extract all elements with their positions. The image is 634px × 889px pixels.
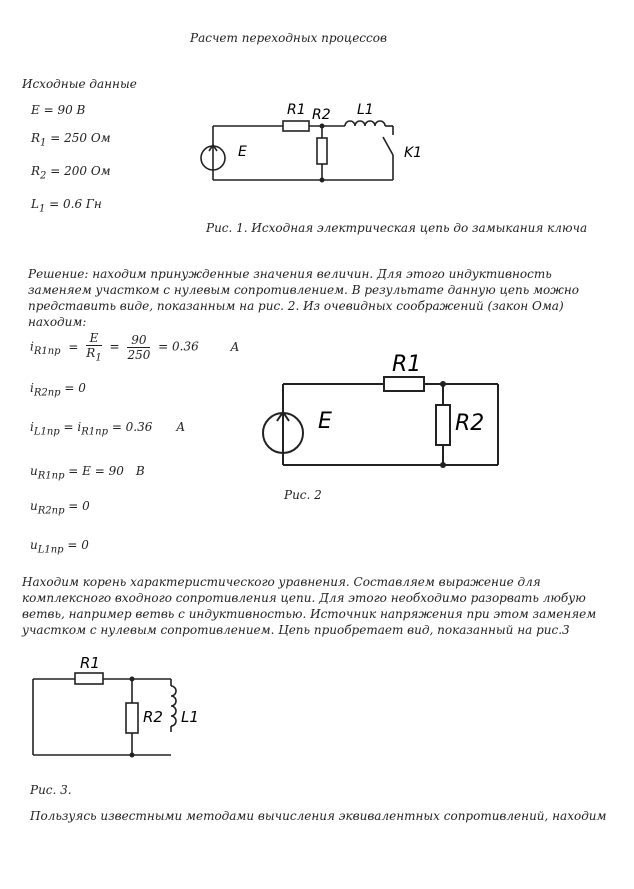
fig3-label-L1: L1 — [181, 708, 199, 726]
fig1-k1-switch — [383, 137, 393, 155]
given-L1: $L_1 = 0.6$ Гн — [31, 197, 102, 215]
fig2-caption: Рис. 2 — [284, 488, 322, 502]
fig1-label-R1: R1 — [287, 102, 306, 118]
fig1-circuit — [201, 121, 393, 180]
fig3-r2-resistor — [126, 703, 138, 733]
given-R1: $R_1 = 250$ Ом — [31, 131, 111, 149]
fig3-r1-resistor — [75, 673, 103, 684]
given-heading: Исходные данные — [22, 77, 137, 91]
given-E: E = 90 B — [31, 103, 86, 117]
eq-u-R2: $u_{R2пр} = 0$ — [30, 499, 90, 517]
fig2-label-R2: R2 — [455, 411, 485, 436]
fig1-r2-resistor — [317, 138, 327, 164]
fig1-label-R2: R2 — [312, 107, 331, 123]
fig1-label-K1: K1 — [404, 145, 423, 161]
eq-i-L1: $i_{L1пр} = i_{R1пр} = 0.36$ A — [30, 420, 186, 438]
solution-paragraph: Решение: находим принужденные значения величин. Для этого индуктивность заменяем участком с нулевым сопротивлением. В результате данную цепь можно представить виде, показанным на рис. 2. Из очевидных соображений (закон Ома) находим: — [28, 267, 580, 329]
fig3-label-R2: R2 — [143, 708, 163, 726]
fig3-l1-inductor — [171, 686, 176, 726]
fig2-r1-resistor — [384, 377, 424, 391]
given-R2: $R_2 = 200$ Ом — [31, 164, 111, 182]
final-paragraph: Пользуясь известными методами вычисления эквивалентных сопротивлений, находим — [30, 809, 607, 823]
fig1-r1-resistor — [283, 121, 309, 131]
page-title: Расчет переходных процессов — [190, 31, 387, 45]
eq-i-R2: $i_{R2пр} = 0$ — [30, 381, 86, 399]
fig1-label-E: E — [238, 144, 247, 160]
fig3-label-R1: R1 — [80, 654, 100, 672]
fig2-label-R1: R1 — [392, 352, 422, 377]
fig2-r2-resistor — [436, 405, 450, 445]
fig3-caption: Рис. 3. — [30, 783, 72, 797]
fig1-l1-inductor — [345, 121, 385, 126]
eq-i-R1: $i_{R1пр}$ = $\frac{E}{R_1}$ = $\frac{90}{250}$ = 0.36 A — [30, 331, 240, 364]
roots-paragraph: Находим корень характеристического уравнения. Составляем выражение для комплексного входного сопротивления цепи. Для этого необходимо разорвать любую ветвь, например ветвь с индуктивностью. Источник напряжения при этом заменяем участком с нулевым сопротивлением. Цепь приобретает вид, показанный на рис.3 — [22, 575, 597, 637]
fig1-caption: Рис. 1. Исходная электрическая цепь до замыкания ключа — [206, 221, 588, 235]
fig2-label-E: E — [318, 409, 332, 434]
eq-u-L1: $u_{L1пр} = 0$ — [30, 538, 89, 556]
fig1-label-L1: L1 — [357, 102, 374, 118]
eq-u-R1: $u_{R1пр} = E = 90$ B — [30, 464, 145, 482]
